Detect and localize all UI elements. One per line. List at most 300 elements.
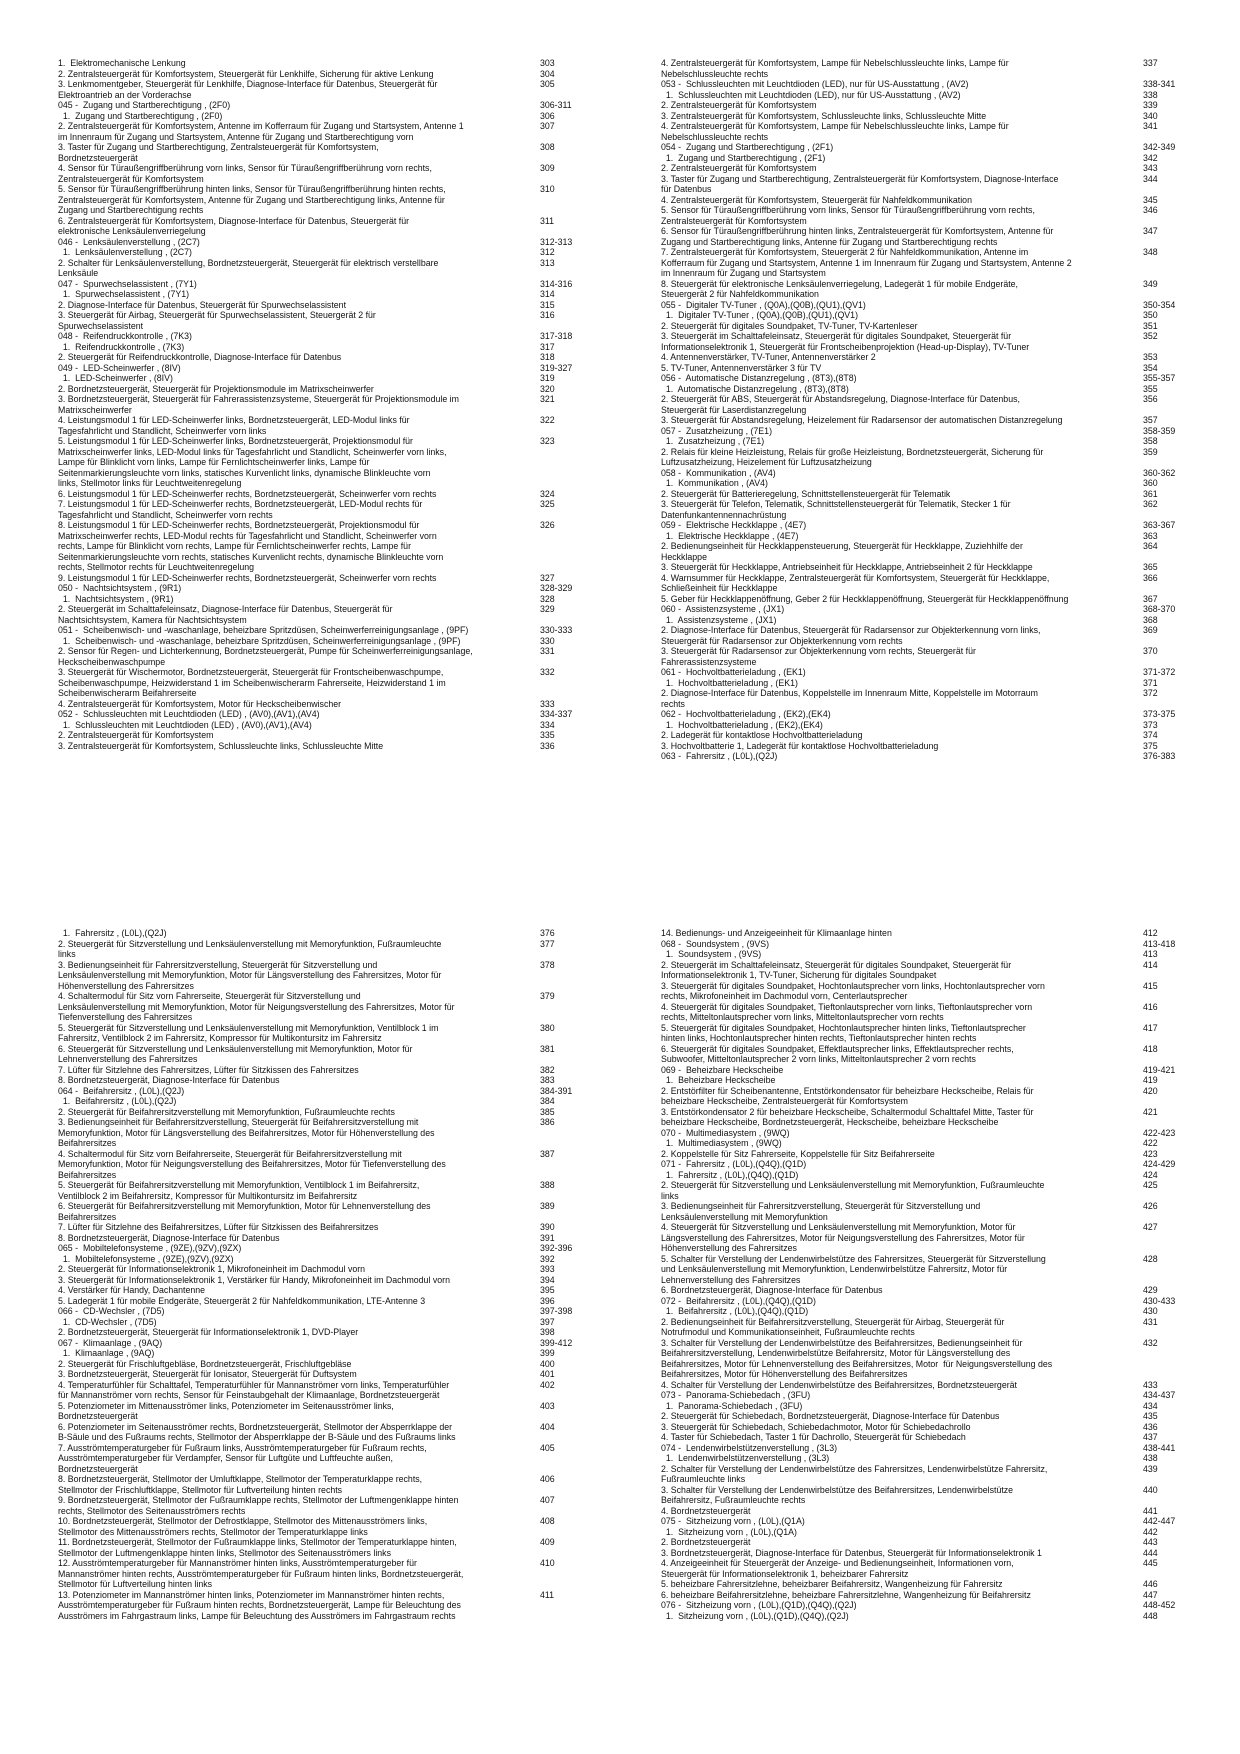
- toc-entry-title: 2. Steuergerät für Batterieregelung, Schnittstellensteuergerät für Telematik: [661, 488, 951, 499]
- toc-entry: [58, 1558, 580, 1590]
- toc-entry: [661, 321, 1183, 332]
- toc-entry: [58, 310, 580, 331]
- toc-entry-page: 379: [540, 991, 555, 1001]
- toc-entry-title: 2. Koppelstelle für Sitz Fahrerseite, Koppelstelle für Sitz Beifahrerseite: [661, 1148, 935, 1159]
- toc-entry-page: 436: [1143, 1421, 1158, 1432]
- toc-entry-title: 3. Taster für Zugang und Startberechtigung, Zentralsteuergerät für Komfortsystem, Bordnetzsteuergerät: [58, 142, 379, 163]
- toc-entry-page: 311: [540, 215, 555, 226]
- toc-entry-page: 328-329: [540, 583, 573, 593]
- toc-entry: [58, 520, 580, 573]
- toc-entry-title: 3. Steuergerät für Radarsensor zur Objekterkennung vorn rechts, Steuergerät für Fahrerassistenzsysteme: [661, 646, 976, 667]
- toc-entry-title: 2. Steuergerät für Informationselektronik 1, Mikrofoneinheit im Dachmodul vorn: [58, 1264, 366, 1274]
- toc-entry-page: 371: [1143, 677, 1158, 688]
- toc-entry: [661, 352, 1183, 363]
- toc-entry-title: 064 - Beifahrersitz , (L0L),(Q2J): [58, 1085, 185, 1096]
- toc-entry-page: 306: [540, 110, 555, 121]
- toc-entry: [58, 1275, 580, 1286]
- toc-entry-title: 2. Steuergerät für Beifahrersitzverstellung mit Memoryfunktion, Fußraumleuchte rechts: [58, 1106, 395, 1117]
- toc-entry: [58, 1306, 580, 1317]
- toc-entry-title: 4. Antennenverstärker, TV-Tuner, Antennenverstärker 2: [661, 352, 876, 362]
- toc-entry: [58, 573, 580, 584]
- toc-entry-page: 314: [540, 289, 555, 299]
- toc-entry: [58, 636, 580, 647]
- toc-entry: [661, 415, 1183, 426]
- toc-entry: [661, 90, 1183, 101]
- toc-entry-title: 046 - Lenksäulenverstellung , (2C7): [58, 236, 200, 247]
- toc-entry-title: 7. Zentralsteuergerät für Komfortsystem, Steuergerät 2 für Nahfeldkommunikation, Antenne im Kofferraum für Zugang und Startsystem, Antenne 1 im Innenraum für Zugang und Startsystem, Antenne 2 im Innenraum für Zugang und Startsystem: [661, 247, 1072, 278]
- toc-entry: [58, 1233, 580, 1244]
- toc-entry: [58, 1422, 580, 1443]
- toc-entry-title: 3. Bordnetzsteuergerät, Steuergerät für Ionisator, Steuergerät für Duftsystem: [58, 1369, 357, 1379]
- toc-entry-title: 065 - Mobiltelefonsysteme , (9ZE),(9ZV),(9ZX): [58, 1243, 242, 1253]
- toc-entry: [661, 1222, 1183, 1254]
- toc-entry: [661, 1516, 1183, 1527]
- toc-entry: [661, 1401, 1183, 1412]
- toc-entry-title: 059 - Elektrische Heckklappe , (4E7): [661, 520, 807, 530]
- toc-entry-page: 380: [540, 1022, 555, 1033]
- toc-entry-page: 368: [1143, 614, 1158, 625]
- toc-entry: [58, 1495, 580, 1516]
- toc-entry-page: 423: [1143, 1148, 1158, 1159]
- toc-entry-page: 406: [540, 1474, 555, 1484]
- toc-entry-title: 6. Leistungsmodul 1 für LED-Scheinwerfer rechts, Bordnetzsteuergerät, Scheinwerfer vorn rechts: [58, 488, 437, 499]
- toc-entry: [58, 741, 580, 752]
- toc-entry: [58, 384, 580, 395]
- toc-entry-page: 394: [540, 1274, 555, 1285]
- toc-entry-page: 438: [1143, 1453, 1158, 1463]
- toc-entry-page: 407: [540, 1495, 555, 1505]
- toc-column-top-right: [661, 58, 1183, 762]
- toc-entry-page: 321: [540, 394, 555, 404]
- toc-entry: [661, 1138, 1183, 1149]
- toc-entry: [58, 1075, 580, 1086]
- toc-entry: [661, 688, 1183, 709]
- toc-entry-title: 1. Automatische Distanzregelung , (8T3),(8T8): [661, 383, 849, 394]
- toc-column-bottom-left: [58, 928, 580, 1621]
- toc-entry-page: 364: [1143, 541, 1158, 551]
- toc-entry-page: 363-367: [1143, 520, 1176, 530]
- toc-entry-title: 1. Kommunikation , (AV4): [661, 478, 768, 488]
- toc-entry-page: 384-391: [540, 1085, 573, 1096]
- toc-entry-page: 328: [540, 593, 555, 604]
- toc-entry-title: 069 - Beheizbare Heckscheibe: [661, 1064, 784, 1075]
- toc-entry: [58, 1516, 580, 1537]
- toc-entry-title: 3. Bedienungseinheit für Fahrersitzverstellung, Steuergerät für Sitzverstellung und Lenksäulenverstellung mit Memoryfunktion: [661, 1201, 981, 1222]
- toc-entry-page: 359: [1143, 446, 1158, 457]
- toc-entry-title: 1. Fahrersitz , (L0L),(Q4Q),(Q1D): [661, 1169, 799, 1180]
- toc-entry: [661, 1506, 1183, 1517]
- toc-entry-title: 3. Schalter für Verstellung der Lendenwirbelstütze des Beifahrersitzes, Bedienungseinheit für Beifahrersitzverstellung, Lendenwirbelstütze Beifahrersitz, Motor für Längsverstellung des Beifahrersitzes, Motor für Lehnenverstellung des Beifahrersitzes, Motor für Neigungsverstellung des Beifahrersitzes, Motor für Höhenverstellung des Beifahrersitzes: [661, 1337, 1053, 1379]
- toc-entry-title: 4. Leistungsmodul 1 für LED-Scheinwerfer links, Bordnetzsteuergerät, LED-Modul links für Tagesfahrlicht und Standlicht, Scheinwerfer vorn links: [58, 415, 410, 436]
- toc-entry: [661, 1254, 1183, 1286]
- toc-entry: [661, 1600, 1183, 1611]
- toc-entry: [58, 342, 580, 353]
- toc-entry-title: 10. Bordnetzsteuergerät, Stellmotor der Defrostklappe, Stellmotor des Mittenausströmers links, Stellmotor des Mittenausströmers rechts, Stellmotor der Temperaturklappe links: [58, 1516, 428, 1537]
- toc-entry-title: 058 - Kommunikation , (AV4): [661, 467, 776, 478]
- toc-entry-title: 070 - Multimediasystem , (9WQ): [661, 1127, 790, 1138]
- toc-entry-page: 326: [540, 520, 555, 530]
- toc-entry: [58, 58, 580, 69]
- toc-entry-title: 063 - Fahrersitz , (L0L),(Q2J): [661, 751, 778, 761]
- toc-entry-title: 5. Geber für Heckklappenöffnung, Geber 2 für Heckklappenöffnung, Steuergerät für Heckklappenöffnung: [661, 593, 1069, 604]
- toc-entry-title: 047 - Spurwechselassistent , (7Y1): [58, 278, 197, 289]
- toc-entry-page: 324: [540, 488, 555, 499]
- toc-entry: [58, 709, 580, 720]
- toc-entry-title: 4. Zentralsteuergerät für Komfortsystem, Lampe für Nebelschlussleuchte links, Lampe für Nebelschlussleuchte rechts: [661, 121, 1012, 142]
- toc-entry-page: 336: [540, 740, 555, 751]
- toc-entry-page: 430: [1143, 1306, 1158, 1316]
- toc-entry-title: 3. Steuergerät für Airbag, Steuergerät für Spurwechselassistent, Steuergerät 2 für Spurwechselassistent: [58, 310, 376, 331]
- toc-entry-title: 1. Beifahrersitz , (L0L),(Q4Q),(Q1D): [661, 1306, 809, 1316]
- toc-entry-title: 1. Soundsystem , (9VS): [661, 949, 762, 959]
- toc-entry-page: 426: [1143, 1201, 1158, 1211]
- toc-entry-page: 327: [540, 572, 555, 583]
- toc-entry-page: 414: [1143, 959, 1158, 970]
- toc-entry-page: 384: [540, 1096, 555, 1106]
- toc-entry-page: 419: [1143, 1075, 1158, 1085]
- toc-entry: [661, 1075, 1183, 1086]
- toc-entry-page: 333: [540, 698, 555, 709]
- toc-entry-title: 5. Schalter für Verstellung der Lendenwirbelstütze des Fahrersitzes, Steuergerät für Sitzverstellung und Lenksäulenverstellung mit Memoryfunktion, Lendenwirbelstütze Fahrersitz, Motor für Lehnenverstellung des Fahrersitzes: [661, 1253, 1046, 1285]
- toc-entry-page: 438-441: [1143, 1442, 1176, 1453]
- toc-entry: [58, 1327, 580, 1338]
- toc-entry: [58, 583, 580, 594]
- toc-entry-title: 048 - Reifendruckkontrolle , (7K3): [58, 331, 192, 341]
- toc-entry: [661, 247, 1183, 279]
- toc-entry-title: 1. Panorama-Schiebedach , (3FU): [661, 1400, 803, 1411]
- toc-entry: [661, 58, 1183, 79]
- toc-entry-title: 3. Steuergerät für Heckklappe, Antriebseinheit für Heckklappe, Antriebseinheit 2 für Heckklappe: [661, 562, 1033, 572]
- toc-entry-title: 4. Temperaturfühler für Schalttafel, Temperaturfühler für Mannanströmer vorn links, Temperaturfühler für Mannanströmer vorn rechts, Sensor für Feinstaubgehalt der Klimaanlage, Bordnetzsteuergerät: [58, 1379, 450, 1400]
- toc-entry-page: 448-452: [1143, 1600, 1176, 1610]
- toc-entry: [661, 142, 1183, 153]
- toc-entry-title: 8. Bordnetzsteuergerät, Stellmotor der Umluftklappe, Stellmotor der Temperaturklappe rechts, Stellmotor der Frischluftklappe, Stellmotor für Luftverteilung hinten rechts: [58, 1474, 423, 1495]
- toc-entry-title: 4. Bordnetzsteuergerät: [661, 1505, 751, 1516]
- toc-entry-page: 305: [540, 79, 555, 89]
- toc-entry-title: 7. Ausströmtemperaturgeber für Fußraum links, Ausströmtemperaturgeber für Fußraum rechts, Ausströmtemperaturgeber für Verdampfer, Sensor für Luftgüte und Luftfeuchte außen, Bordnetzsteuergerät: [58, 1442, 427, 1474]
- toc-entry: [661, 1411, 1183, 1422]
- toc-entry-page: 392-396: [540, 1243, 573, 1253]
- toc-entry: [661, 279, 1183, 300]
- toc-entry: [58, 300, 580, 311]
- toc-entry-page: 401: [540, 1369, 555, 1379]
- toc-entry-title: 2. Schalter für Verstellung der Lendenwirbelstütze des Fahrersitzes, Lendenwirbelstütze Fahrersitz, Fußraumleuchte links: [661, 1463, 1048, 1484]
- toc-column-top-left: [58, 58, 580, 751]
- toc-entry-page: 349: [1143, 278, 1158, 289]
- toc-entry: [661, 1579, 1183, 1590]
- toc-entry-page: 388: [540, 1180, 555, 1190]
- toc-entry-page: 395: [540, 1285, 555, 1295]
- toc-entry-title: 062 - Hochvoltbatterieladung , (EK2),(EK4): [661, 709, 831, 719]
- toc-entry: [661, 741, 1183, 752]
- toc-entry-title: 7. Lüfter für Sitzlehne des Fahrersitzes, Lüfter für Sitzkissen des Fahrersitzes: [58, 1064, 359, 1075]
- toc-entry-title: 4. Schaltermodul für Sitz vorn Fahrerseite, Steuergerät für Sitzverstellung und Lenksäulenverstellung mit Memoryfunktion, Motor für Neigungsverstellung des Fahrersitzes, Motor für Tiefenverstellung des Fahrersitzes: [58, 991, 455, 1022]
- toc-entry-title: 4. Warnsummer für Heckklappe, Zentralsteuergerät für Komfortsystem, Steuergerät für Heckklappe, Schließeinheit für Heckklappe: [661, 572, 1050, 593]
- toc-entry: [661, 121, 1183, 142]
- toc-entry: [58, 100, 580, 111]
- toc-entry: [661, 1159, 1183, 1170]
- toc-entry-page: 415: [1143, 980, 1158, 991]
- toc-entry-title: 1. Beheizbare Heckscheibe: [661, 1075, 776, 1085]
- toc-entry: [58, 1443, 580, 1475]
- toc-entry: [661, 562, 1183, 573]
- toc-entry: [58, 436, 580, 489]
- toc-entry-title: 3. Zentralsteuergerät für Komfortsystem, Schlussleuchte links, Schlussleuchte Mitte: [58, 740, 384, 751]
- toc-entry-title: 3. Steuergerät im Schalttafeleinsatz, Steuergerät für digitales Soundpaket, Steuergerät für Informationselektronik 1, Steuergerät für Frontscheibenprojektion (Head-up-Display), TV-Tuner: [661, 331, 1030, 352]
- toc-entry-title: 1. Nachtsichtsystem , (9R1): [58, 593, 174, 604]
- toc-entry-page: 389: [540, 1201, 555, 1211]
- toc-entry-page: 308: [540, 142, 555, 152]
- toc-entry: [661, 1317, 1183, 1338]
- toc-entry: [58, 1086, 580, 1097]
- toc-entry-page: 345: [1143, 194, 1158, 205]
- toc-entry-title: 5. Steuergerät für digitales Soundpaket, Hochtonlautsprecher hinten links, Tieftonlautsprecher hinten links, Hochtonlautsprecher hinten rechts, Tieftonlautsprecher hinten rechts: [661, 1022, 1026, 1043]
- toc-entry-title: 6. Steuergerät für Sitzverstellung und Lenksäulenverstellung mit Memoryfunktion, Motor für Lehnenverstellung des Fahrersitzes: [58, 1043, 413, 1064]
- toc-entry: [661, 1285, 1183, 1296]
- toc-entry-title: 6. Steuergerät für Beifahrersitzverstellung mit Memoryfunktion, Motor für Lehnenverstellung des Beifahrersitzes: [58, 1201, 431, 1222]
- toc-entry-page: 429: [1143, 1285, 1158, 1295]
- toc-entry-title: 5. beheizbare Fahrersitzlehne, beheizbarer Beifahrersitz, Wangenheizung für Fahrersitz: [661, 1579, 1003, 1589]
- toc-entry-title: 1. Zusatzheizung , (7E1): [661, 436, 765, 446]
- toc-entry-page: 350-354: [1143, 299, 1176, 310]
- toc-entry: [661, 373, 1183, 384]
- toc-entry-page: 363: [1143, 530, 1158, 541]
- toc-entry-title: 2. Bordnetzsteuergerät, Steuergerät für Informationselektronik 1, DVD-Player: [58, 1327, 359, 1337]
- toc-entry-page: 329: [540, 604, 555, 614]
- toc-entry-page: 315: [540, 299, 555, 310]
- toc-entry: [661, 1548, 1183, 1559]
- toc-entry-page: 402: [540, 1379, 555, 1390]
- toc-entry-title: 1. Reifendruckkontrolle , (7K3): [58, 341, 185, 352]
- toc-entry: [58, 352, 580, 363]
- toc-entry-page: 427: [1143, 1222, 1158, 1232]
- toc-entry: [58, 258, 580, 279]
- toc-entry: [661, 1390, 1183, 1401]
- toc-entry: [661, 499, 1183, 520]
- toc-entry: [58, 216, 580, 237]
- toc-entry-title: 3. Steuergerät für Abstandsregelung, Heizelement für Radarsensor der automatischen Distanzregelung: [661, 415, 1063, 425]
- toc-entry-page: 318: [540, 352, 555, 362]
- toc-entry: [58, 289, 580, 300]
- toc-entry-page: 440: [1143, 1484, 1158, 1495]
- toc-entry-page: 353: [1143, 352, 1158, 362]
- toc-entry-page: 337: [1143, 58, 1158, 68]
- toc-entry: [661, 615, 1183, 626]
- toc-entry-page: 432: [1143, 1337, 1158, 1348]
- toc-entry: [661, 384, 1183, 395]
- toc-entry: [661, 1002, 1183, 1023]
- toc-entry-title: 5. Ladegerät 1 für mobile Endgeräte, Steuergerät 2 für Nahfeldkommunikation, LTE-Antenne 3: [58, 1295, 426, 1306]
- toc-entry-title: 5. Potenziometer im Mittenausströmer links, Potenziometer im Seitenausströmer links, Bordnetzsteuergerät: [58, 1400, 394, 1421]
- toc-entry-title: 5. TV-Tuner, Antennenverstärker 3 für TV: [661, 362, 822, 373]
- toc-entry-page: 435: [1143, 1411, 1158, 1421]
- toc-entry: [58, 121, 580, 142]
- toc-entry: [661, 1044, 1183, 1065]
- toc-entry-page: 397: [540, 1316, 555, 1327]
- toc-entry: [58, 1117, 580, 1149]
- toc-entry: [661, 1086, 1183, 1107]
- toc-entry-page: 369: [1143, 625, 1158, 635]
- toc-entry-title: 5. Sensor für Türaußengriffberührung hinten links, Sensor für Türaußengriffberührung hinten rechts, Zentralsteuergerät für Komfortsystem, Antenne für Zugang und Startberechtigung links, Antenne für Zugang und Startberechtigung rechts: [58, 184, 446, 215]
- toc-entry-page: 396: [540, 1295, 555, 1306]
- toc-entry: [661, 394, 1183, 415]
- toc-entry-page: 331: [540, 646, 555, 656]
- toc-entry-title: 3. Hochvoltbatterie 1, Ladegerät für kontaktlose Hochvoltbatterieladung: [661, 740, 939, 751]
- toc-entry: [58, 646, 580, 667]
- toc-entry-page: 387: [540, 1148, 555, 1159]
- toc-entry-title: 049 - LED-Scheinwerfer , (8IV): [58, 362, 181, 373]
- toc-entry-page: 371-372: [1143, 667, 1176, 677]
- toc-entry: [58, 720, 580, 731]
- toc-entry-title: 2. Entstörfilter für Scheibenantenne, Entstörkondensator für beheizbare Heckscheibe, Relais für beheizbare Heckscheibe, Zentralsteuergerät für Komfortsystem: [661, 1085, 1034, 1106]
- toc-entry: [661, 1611, 1183, 1622]
- toc-entry-title: 2. Schalter für Lenksäulenverstellung, Bordnetzsteuergerät, Steuergerät für elektrisch verstellbare Lenksäule: [58, 257, 439, 278]
- toc-entry-page: 314-316: [540, 278, 573, 289]
- toc-entry-page: 408: [540, 1516, 555, 1526]
- toc-entry-title: 5. Steuergerät für Sitzverstellung und Lenksäulenverstellung mit Memoryfunktion, Ventilblock 1 im Fahrersitz, Ventilblock 2 im Fahrersitz, Kompressor für Multikontursitz im Fahrersitz: [58, 1022, 439, 1043]
- toc-column-bottom-right: [661, 928, 1183, 1621]
- toc-entry-title: 066 - CD-Wechsler , (7D5): [58, 1306, 165, 1316]
- toc-entry: [661, 79, 1183, 90]
- toc-entry-title: 13. Potenziometer im Mannanströmer hinten links, Potenziometer im Mannanströmer hinten rechts, Ausströmtemperaturgeber für Fußraum hinten rechts, Bordnetzsteuergerät, Lampe für Beleuchtung des Ausströmers im Fahrgastraum links, Lampe für Beleuchtung des Ausströmers im Fahrgastraum rechts: [58, 1589, 461, 1621]
- toc-entry-title: 3. Steuergerät für Schiebedach, Schiebedachmotor, Motor für Schiebedachrollo: [661, 1421, 971, 1432]
- toc-entry-title: 5. Steuergerät für Beifahrersitzverstellung mit Memoryfunktion, Ventilblock 1 im Beifahrersitz, Ventilblock 2 im Beifahrersitz, Kompressor für Multikontursitz im Beifahrersitz: [58, 1180, 420, 1201]
- toc-entry-page: 430-433: [1143, 1295, 1176, 1306]
- toc-entry: [661, 489, 1183, 500]
- toc-entry-page: 322: [540, 415, 555, 425]
- toc-entry: [58, 730, 580, 741]
- toc-entry-page: 386: [540, 1117, 555, 1127]
- toc-entry-title: 8. Bordnetzsteuergerät, Diagnose-Interface für Datenbus: [58, 1232, 280, 1243]
- toc-entry-page: 316: [540, 310, 555, 320]
- toc-entry: [661, 447, 1183, 468]
- toc-entry-title: 4. Zentralsteuergerät für Komfortsystem, Lampe für Nebelschlussleuchte links, Lampe für Nebelschlussleuchte rechts: [661, 58, 1009, 79]
- toc-entry-page: 339: [1143, 100, 1158, 110]
- toc-entry-page: 421: [1143, 1106, 1158, 1117]
- toc-entry-title: 3. Steuergerät für Telefon, Telematik, Schnittstellensteuergerät für Telematik, Stecker 1 für Datenfunkantennennachrüstung: [661, 499, 1011, 520]
- toc-entry: [58, 1359, 580, 1370]
- toc-entry: [58, 69, 580, 80]
- toc-entry: [661, 174, 1183, 195]
- toc-entry-page: 374: [1143, 730, 1158, 740]
- toc-entry: [661, 1527, 1183, 1538]
- toc-entry-page: 332: [540, 667, 555, 677]
- toc-entry: [58, 279, 580, 290]
- toc-entry-title: 2. Diagnose-Interface für Datenbus, Steuergerät für Spurwechselassistent: [58, 299, 347, 310]
- toc-entry: [58, 363, 580, 374]
- toc-entry: [661, 1590, 1183, 1601]
- toc-entry-page: 338: [1143, 89, 1158, 100]
- toc-entry-title: 071 - Fahrersitz , (L0L),(Q4Q),(Q1D): [661, 1159, 807, 1169]
- toc-entry: [661, 960, 1183, 981]
- toc-entry-page: 365: [1143, 562, 1158, 572]
- toc-entry-page: 344: [1143, 173, 1158, 184]
- toc-entry: [661, 153, 1183, 164]
- toc-entry-page: 373-375: [1143, 709, 1176, 719]
- toc-entry-page: 334: [540, 719, 555, 730]
- toc-entry-page: 362: [1143, 499, 1158, 509]
- toc-entry-title: 5. Leistungsmodul 1 für LED-Scheinwerfer links, Bordnetzsteuergerät, Projektionsmodul für Matrixscheinwerfer links, LED-Modul links für Tagesfahrlicht und Standlicht, Scheinwerfer vorn links, Lampe für Blinklicht vorn links, Lampe für Fernlichtscheinwerfer links, Lampe für Seitenmarkierungsleuchte vorn links, statisches Kurvenlicht links, dynamische Blinkleuchte vorn links, Stellmotor links für Leuchtweitenregelung: [58, 436, 447, 488]
- toc-entry-title: 11. Bordnetzsteuergerät, Stellmotor der Fußraumklappe links, Stellmotor der Temperaturklappe hinten, Stellmotor der Luftmengenklappe hinten links, Stellmotor des Seitenausströmers links: [58, 1537, 457, 1558]
- toc-entry-page: 447: [1143, 1589, 1158, 1600]
- toc-entry-page: 346: [1143, 205, 1158, 215]
- toc-entry-page: 399-412: [540, 1337, 573, 1348]
- toc-entry-page: 434: [1143, 1400, 1158, 1411]
- toc-entry: [661, 1453, 1183, 1464]
- toc-entry: [661, 1558, 1183, 1579]
- toc-entry-page: 309: [540, 163, 555, 173]
- toc-entry-page: 317-318: [540, 331, 573, 341]
- toc-entry-page: 398: [540, 1327, 555, 1337]
- toc-entry-page: 372: [1143, 688, 1158, 698]
- toc-entry: [58, 1474, 580, 1495]
- toc-entry: [661, 1201, 1183, 1222]
- toc-entry-page: 448: [1143, 1610, 1158, 1621]
- toc-entry-title: 3. Steuergerät für Informationselektronik 1, Verstärker für Handy, Mikrofoneinheit im Dachmodul vorn: [58, 1274, 450, 1285]
- toc-entry-title: 1. CD-Wechsler , (7D5): [58, 1316, 157, 1327]
- toc-entry: [661, 100, 1183, 111]
- toc-entry-page: 312: [540, 247, 555, 257]
- toc-entry: [661, 751, 1183, 762]
- toc-entry-title: 4. Steuergerät für Sitzverstellung und Lenksäulenverstellung mit Memoryfunktion, Motor für Längsverstellung des Fahrersitzes, Motor für Neigungsverstellung des Fahrersitzes, Motor für Höhenverstellung des Fahrersitzes: [661, 1222, 1025, 1253]
- toc-entry: [58, 699, 580, 710]
- toc-entry-title: 6. beheizbare Beifahrersitzlehne, beheizbare Fahrersitzlehne, Wangenheizung für Beifahrersitz: [661, 1589, 1031, 1600]
- toc-entry-title: 053 - Schlussleuchten mit Leuchtdioden (LED), nur für US-Ausstattung , (AV2): [661, 79, 969, 89]
- toc-entry-page: 410: [540, 1558, 555, 1568]
- toc-entry-title: 1. Klimaanlage , (9AQ): [58, 1348, 155, 1358]
- toc-entry: [661, 1380, 1183, 1391]
- toc-entry-title: 4. Zentralsteuergerät für Komfortsystem, Steuergerät für Nahfeldkommunikation: [661, 194, 972, 205]
- toc-entry: [58, 79, 580, 100]
- toc-entry: [58, 1254, 580, 1265]
- toc-entry: [58, 184, 580, 216]
- toc-entry-title: 2. Bedienungseinheit für Heckklappensteuerung, Steuergerät für Heckklappe, Zuziehhilfe der Heckklappe: [661, 541, 1023, 562]
- toc-entry-title: 052 - Schlussleuchten mit Leuchtdioden (LED) , (AV0),(AV1),(AV4): [58, 709, 320, 719]
- toc-entry: [58, 960, 580, 992]
- toc-entry-title: 075 - Sitzheizung vorn , (L0L),(Q1A): [661, 1516, 805, 1526]
- toc-entry: [58, 111, 580, 122]
- toc-entry-page: 350: [1143, 310, 1158, 320]
- toc-entry: [661, 625, 1183, 646]
- toc-entry-page: 376-383: [1143, 751, 1176, 761]
- toc-entry: [58, 604, 580, 625]
- toc-entry-page: 431: [1143, 1316, 1158, 1327]
- toc-entry: [661, 426, 1183, 437]
- toc-entry-title: 3. Entstörkondensator 2 für beheizbare Heckscheibe, Schaltermodul Schalttafel Mitte, Taster für beheizbare Heckscheibe, Bordnetzsteuergerät, Heckscheibe, beheizbare Heckscheibe: [661, 1106, 1034, 1127]
- toc-entry: [58, 1296, 580, 1307]
- toc-entry: [661, 1065, 1183, 1076]
- toc-entry: [661, 1023, 1183, 1044]
- toc-entry-page: 357: [1143, 415, 1158, 425]
- toc-entry: [661, 1170, 1183, 1181]
- toc-entry-page: 400: [540, 1358, 555, 1369]
- toc-entry: [58, 1338, 580, 1349]
- toc-entry-page: 404: [540, 1421, 555, 1432]
- toc-entry-page: 442: [1143, 1526, 1158, 1537]
- toc-entry: [58, 415, 580, 436]
- toc-entry-title: 2. Bordnetzsteuergerät, Steuergerät für Projektionsmodule im Matrixscheinwerfer: [58, 383, 374, 394]
- toc-entry-page: 403: [540, 1400, 555, 1411]
- toc-entry-page: 330-333: [540, 625, 573, 635]
- toc-entry-title: 061 - Hochvoltbatterieladung , (EK1): [661, 667, 806, 677]
- toc-entry-title: 1. Multimediasystem , (9WQ): [661, 1138, 782, 1148]
- toc-entry-title: 4. Zentralsteuergerät für Komfortsystem, Motor für Heckscheibenwischer: [58, 698, 342, 709]
- toc-entry-page: 383: [540, 1075, 555, 1085]
- toc-entry-page: 413: [1143, 949, 1158, 959]
- toc-entry-page: 413-418: [1143, 938, 1176, 949]
- toc-entry-title: 057 - Zusatzheizung , (7E1): [661, 425, 772, 436]
- toc-entry-page: 330: [540, 635, 555, 646]
